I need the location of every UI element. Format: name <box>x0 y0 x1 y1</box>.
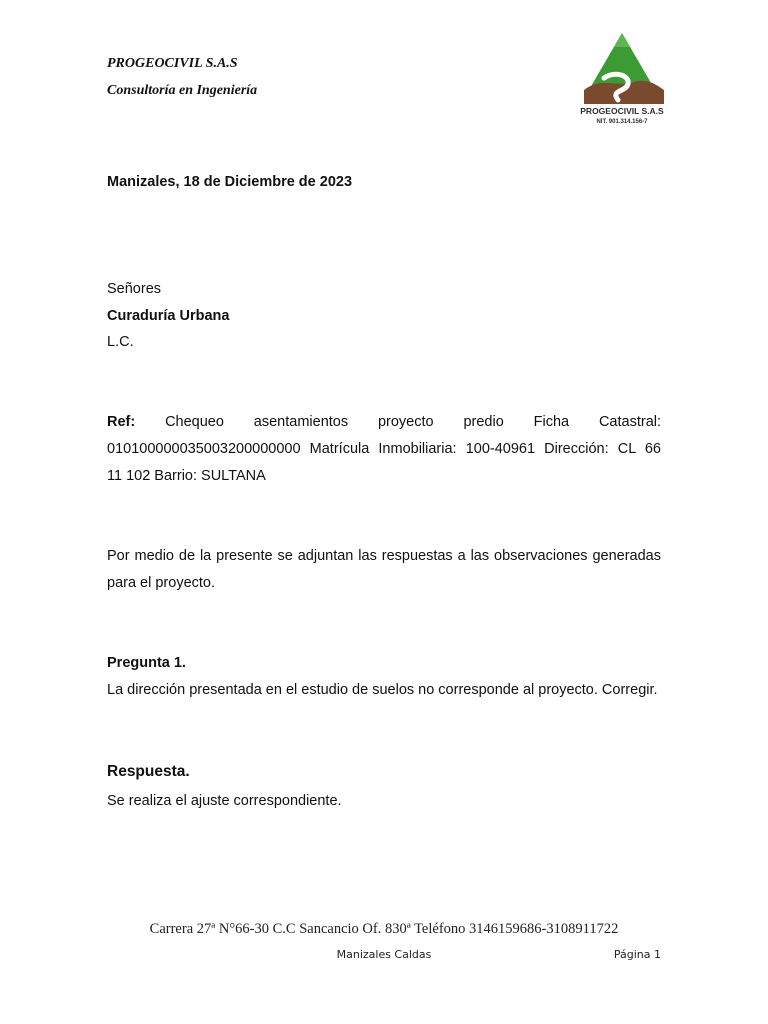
letter-date: Manizales, 18 de Diciembre de 2023 <box>107 174 353 190</box>
ref-label: Ref: <box>107 414 136 430</box>
answer-body: Se realiza el ajuste correspondiente. <box>107 793 342 809</box>
company-tagline: Consultoría en Ingeniería <box>107 83 258 98</box>
question-title: Pregunta 1. <box>107 655 186 671</box>
company-name: PROGEOCIVIL S.A.S <box>107 56 238 71</box>
footer-address: Carrera 27ª N°66-30 C.C Sancancio Of. 830ª Teléfono 3146159686-3108911722 <box>149 921 619 937</box>
reference-block <box>107 409 661 490</box>
logo-name: PROGEOCIVIL S.A.S <box>580 106 664 116</box>
page-number: Página 1 <box>613 948 661 961</box>
ref-line-3: 11 102 Barrio: SULTANA <box>107 468 266 484</box>
footer-city: Manizales Caldas <box>336 948 432 961</box>
intro-paragraph: Por medio de la presente se adjuntan las respuestas a las observaciones generadas para el proyecto. <box>107 548 661 591</box>
ref-line-2: 010100000035003200000000 Matrícula Inmobiliaria: 100-40961 Dirección: CL 66 <box>107 441 661 457</box>
salutation: Señores <box>107 281 162 297</box>
logo-nit: NIT. 901.314.156-7 <box>596 119 648 125</box>
ref-text-1: Chequeo asentamientos proyecto predio Ficha Catastral: <box>165 414 662 430</box>
recipient-abbrev: L.C. <box>107 334 134 350</box>
question-body: La dirección presentada en el estudio de suelos no corresponde al proyecto. Corregir. <box>107 682 658 698</box>
ref-line-1 <box>107 409 661 436</box>
recipient-name: Curaduría Urbana <box>107 308 230 324</box>
answer-title: Respuesta. <box>107 763 190 780</box>
logo-mountain-icon <box>578 30 668 126</box>
company-logo <box>578 30 668 126</box>
